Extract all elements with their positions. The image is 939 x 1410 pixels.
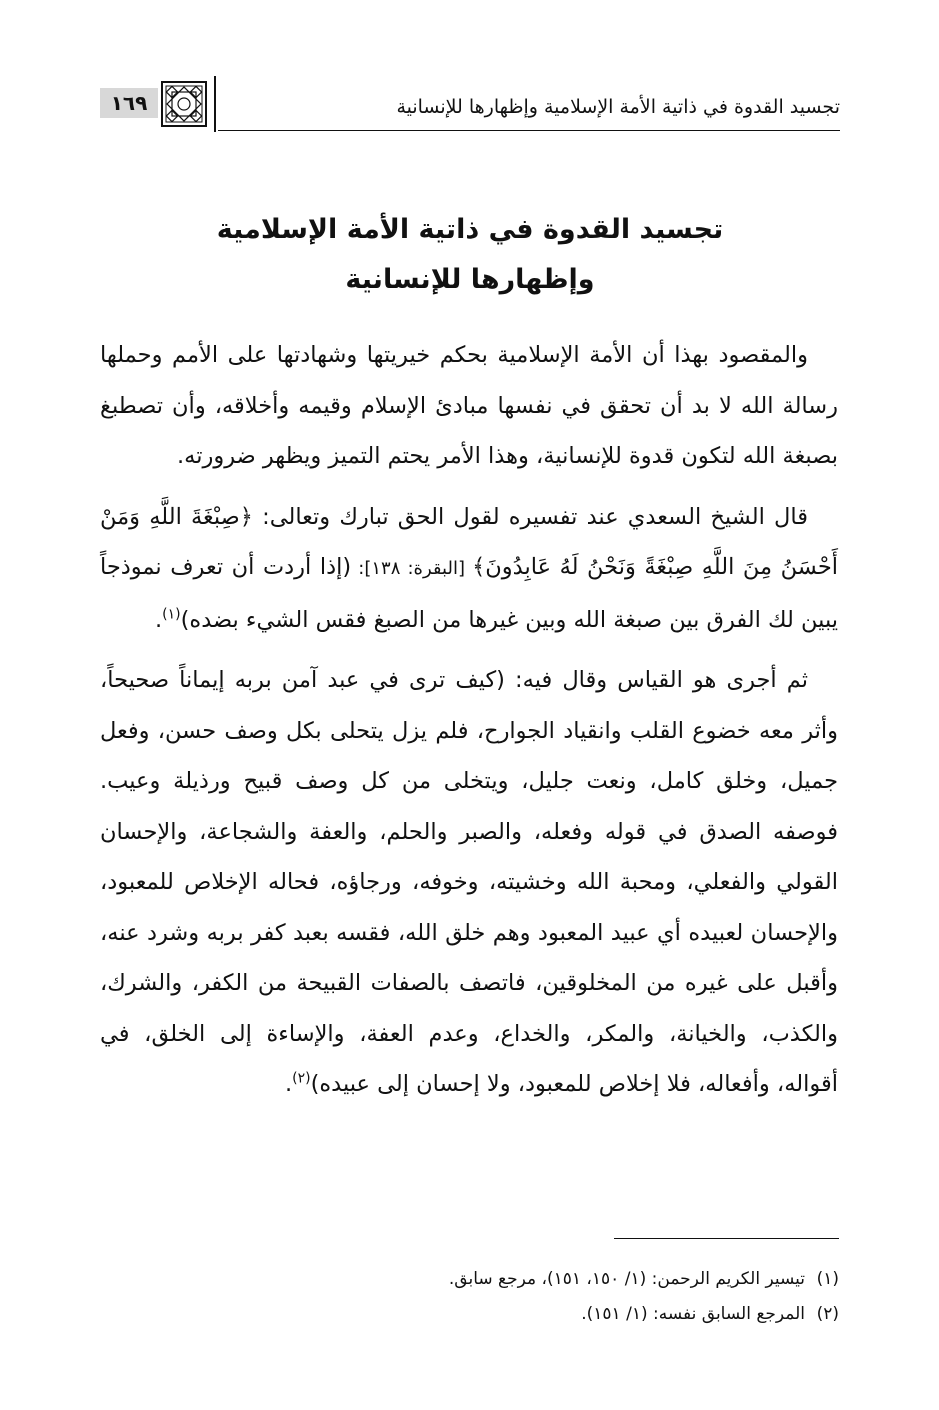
footnote-2-text: المرجع السابق نفسه: (١/ ١٥١). bbox=[581, 1304, 805, 1324]
geometric-star-ornament-icon bbox=[160, 80, 208, 128]
paragraph-1 bbox=[100, 330, 838, 482]
body-text bbox=[100, 330, 838, 1120]
footnote-marker-2: (٢) bbox=[292, 1070, 311, 1087]
paragraph-2-quote: (إذا أردت أن تعرف نموذجاً يبين لك الفرق بين صبغة الله وبين غيرها من الصبغ فقس الشيء بضده) bbox=[100, 554, 838, 633]
footnotes bbox=[101, 1262, 839, 1332]
footnote-1 bbox=[101, 1262, 839, 1297]
footnote-1-number: (١) bbox=[816, 1269, 839, 1289]
footnote-1-text: تيسير الكريم الرحمن: (١/ ١٥٠، ١٥١)، مرجع سابق. bbox=[448, 1269, 805, 1289]
paragraph-3-text: ثم أجرى هو القياس وقال فيه: (كيف ترى في عبد آمن بربه إيماناً صحيحاً، وأثر معه خضوع القلب وانقياد الجوارح، فلم يزل يتحلى بكل وصف حسن، وفعل جميل، وخلق كامل، ونعت جليل، ويتخلى من كل وصف قبيح ورذيلة وعيب. فوصفه الصدق في قوله وفعله، والصبر والحلم، والعفة والشجاعة، والإحسان القولي والفعلي، ومحبة الله وخشيته، وخوفه، ورجاؤه، فحاله الإخلاص للمعبود، والإحسان لعبيده أي عبيد المعبود وهم خلق الله، فقسه بعبد كفر بربه وشرد عنه، وأقبل على غيره من المخلوقين، فاتصف بالصفات القبيحة من الكفر، والشرك، والكذب، والخيانة، والمكر، والخداع، وعدم العفة، والإساءة إلى الخلق، في أقواله، وأفعاله، فلا إخلاص للمعبود، ولا إحسان إلى عبيده) bbox=[100, 667, 838, 1097]
page-number: ١٦٩ bbox=[100, 88, 158, 118]
header-divider bbox=[214, 76, 216, 132]
footnote-2-number: (٢) bbox=[816, 1304, 839, 1324]
header-rule bbox=[218, 130, 840, 131]
paragraph-2-intro: قال الشيخ السعدي عند تفسيره لقول الحق تبارك وتعالى: bbox=[252, 503, 808, 530]
paragraph-3: ثم أجرى هو القياس وقال فيه: (كيف ترى في عبد آمن بربه إيماناً صحيحاً، وأثر معه خضوع القلب وانقياد الجوارح، فلم يزل يتحلى بكل وصف حسن، وفعل جميل، وخلق كامل، ونعت جليل، ويتخلى من كل وصف قبيح ورذيلة وعيب. فوصفه الصدق في قوله وفعله، والصبر والحلم، والعفة والشجاعة، والإحسان القولي والفعلي، ومحبة الله وخشيته، وخوفه، ورجاؤه، فحاله الإخلاص للمعبود، والإحسان لعبيده أي عبيد المعبود وهم خلق الله، فقسه بعبد كفر بربه وشرد عنه، وأقبل على غيره من المخلوقين، فاتصف بالصفات القبيحة من الكفر، والشرك، والكذب، والخيانة، والمكر، والخداع، وعدم العفة، والإساءة إلى الخلق، في أقواله، وأفعاله، فلا إخلاص للمعبود، ولا إحسان إلى عبيده)$^{(٢)}$. bbox=[100, 667, 838, 1097]
footnote-marker-1: (١) bbox=[162, 606, 181, 622]
running-header bbox=[100, 74, 840, 132]
verse-reference: [البقرة: ١٣٨]: bbox=[351, 558, 473, 579]
running-header-title: تجسيد القدوة في ذاتية الأمة الإسلامية وإظهارها للإنسانية bbox=[396, 96, 840, 118]
heading-line-2: وإظهارها للإنسانية bbox=[345, 264, 595, 295]
footnote-separator bbox=[614, 1238, 839, 1239]
paragraph-1-text: والمقصود بهذا أن الأمة الإسلامية بحكم خيريتها وشهادتها على الأمم وحملها رسالة الله لا بد أن تحقق في نفسها مبادئ الإسلام وقيمه وأخلاقه، وأن تصطبغ بصبغة الله لتكون قدوة للإنسانية، وهذا الأمر يحتم التميز ويظهر ضرورته. bbox=[100, 342, 838, 469]
heading-line-1: تجسيد القدوة في ذاتية الأمة الإسلامية bbox=[216, 214, 724, 245]
section-heading bbox=[100, 205, 840, 305]
footnote-2 bbox=[101, 1297, 839, 1332]
quran-verse: ﴿صِبْغَةَ اللَّهِ وَمَنْ أَحْسَنُ مِنَ اللَّهِ صِبْغَةً وَنَحْنُ لَهُ عَابِدُونَ﴾ bbox=[100, 503, 838, 580]
paragraph-2: قال الشيخ السعدي عند تفسيره لقول الحق تبارك وتعالى: ﴿صِبْغَةَ اللَّهِ وَمَنْ أَحْسَنُ مِنَ اللَّهِ صِبْغَةً وَنَحْنُ لَهُ عَابِدُونَ﴾ [البقرة: ١٣٨]: (إذا أردت أن تعرف نموذجاً يبين لك الفرق بين صبغة الله وبين غيرها من الصبغ فقس الشيء بضده)$^{(١)}$. bbox=[100, 503, 838, 633]
